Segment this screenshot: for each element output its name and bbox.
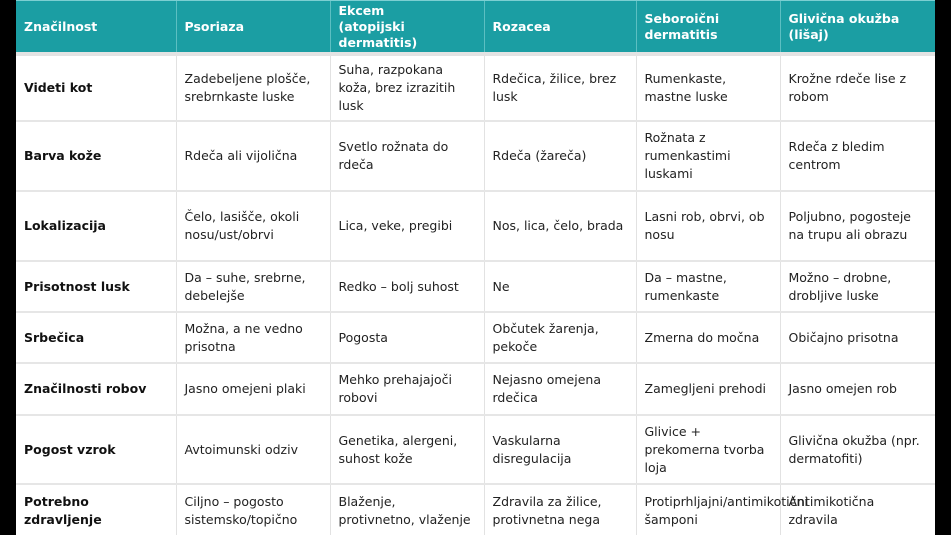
table-cell: Zmerna do močna	[636, 312, 780, 363]
row-label: Barva kože	[16, 121, 176, 191]
row-label: Značilnosti robov	[16, 363, 176, 415]
table-cell: Krožne rdeče lise z robom	[780, 54, 935, 121]
table-cell: Možna, a ne vedno prisotna	[176, 312, 330, 363]
header-label: Seboroični dermatitis	[644, 10, 720, 42]
header-cell-eczema	[330, 1, 484, 55]
table-cell: Zadebeljene plošče, srebrnkaste luske	[176, 54, 330, 121]
table-cell: Genetika, alergeni, suhost kože	[330, 415, 484, 484]
table-cell: Rdeča (žareča)	[484, 121, 636, 191]
row-label: Potrebno zdravljenje	[16, 484, 176, 535]
table-row	[16, 191, 935, 261]
table-row	[16, 54, 935, 121]
table-cell: Rdeča z bledim centrom	[780, 121, 935, 191]
table-cell: Pogosta	[330, 312, 484, 363]
row-label: Srbečica	[16, 312, 176, 363]
table-cell: Poljubno, pogosteje na trupu ali obrazu	[780, 191, 935, 261]
table-cell: Avtoimunski odziv	[176, 415, 330, 484]
table-cell: Lica, veke, pregibi	[330, 191, 484, 261]
table-cell: Glivice + prekomerna tvorba loja	[636, 415, 780, 484]
table-cell: Antimikotična zdravila	[780, 484, 935, 535]
header-cell-seborrheic-dermatitis	[636, 1, 780, 55]
header-cell-psoriasis	[176, 1, 330, 55]
table-cell: Protiprhljajni/antimikotični šamponi	[636, 484, 780, 535]
table-row	[16, 121, 935, 191]
table-cell: Jasno omejeni plaki	[176, 363, 330, 415]
table-row	[16, 363, 935, 415]
table-cell: Svetlo rožnata do rdeča	[330, 121, 484, 191]
header-label: Ekcem (atopijski dermatitis)	[338, 2, 418, 50]
table-row	[16, 415, 935, 484]
header-label: Značilnost	[24, 18, 98, 34]
table-cell: Čelo, lasišče, okoli nosu/ust/obrvi	[176, 191, 330, 261]
table-cell: Običajno prisotna	[780, 312, 935, 363]
row-label: Pogost vzrok	[16, 415, 176, 484]
table-cell: Mehko prehajajoči robovi	[330, 363, 484, 415]
header-row	[16, 1, 935, 55]
table-cell: Občutek žarenja, pekoče	[484, 312, 636, 363]
table-cell: Lasni rob, obrvi, ob nosu	[636, 191, 780, 261]
skin-condition-comparison-table	[16, 0, 935, 535]
table-cell: Jasno omejen rob	[780, 363, 935, 415]
table-cell: Rumenkaste, mastne luske	[636, 54, 780, 121]
table-cell: Suha, razpokana koža, brez izrazitih lusk	[330, 54, 484, 121]
header-cell-feature	[16, 1, 176, 55]
table-cell: Ciljno – pogosto sistemsko/topično	[176, 484, 330, 535]
table-row	[16, 312, 935, 363]
table-cell: Glivična okužba (npr. dermatofiti)	[780, 415, 935, 484]
table-cell: Redko – bolj suhost	[330, 261, 484, 312]
table-cell: Možno – drobne, drobljive luske	[780, 261, 935, 312]
table-row	[16, 484, 935, 535]
row-label: Videti kot	[16, 54, 176, 121]
table-cell: Da – mastne, rumenkaste	[636, 261, 780, 312]
table-cell: Zamegljeni prehodi	[636, 363, 780, 415]
table-row	[16, 261, 935, 312]
row-label: Lokalizacija	[16, 191, 176, 261]
table-cell: Blaženje, protivnetno, vlaženje	[330, 484, 484, 535]
table-cell: Zdravila za žilice, protivnetna nega	[484, 484, 636, 535]
table-cell: Nos, lica, čelo, brada	[484, 191, 636, 261]
header-cell-rosacea	[484, 1, 636, 55]
table-cell: Rožnata z rumenkastimi luskami	[636, 121, 780, 191]
header-label: Psoriaza	[184, 18, 245, 34]
table-cell: Nejasno omejena rdečica	[484, 363, 636, 415]
table-cell: Vaskularna disregulacija	[484, 415, 636, 484]
table-cell: Ne	[484, 261, 636, 312]
table-cell: Da – suhe, srebrne, debelejše	[176, 261, 330, 312]
table-cell: Rdečica, žilice, brez lusk	[484, 54, 636, 121]
comparison-table-container	[16, 0, 935, 535]
table-cell: Rdeča ali vijolična	[176, 121, 330, 191]
header-label: Rozacea	[492, 18, 551, 34]
header-cell-fungal-infection	[780, 1, 935, 55]
row-label: Prisotnost lusk	[16, 261, 176, 312]
header-label: Glivična okužba (lišaj)	[788, 10, 900, 42]
